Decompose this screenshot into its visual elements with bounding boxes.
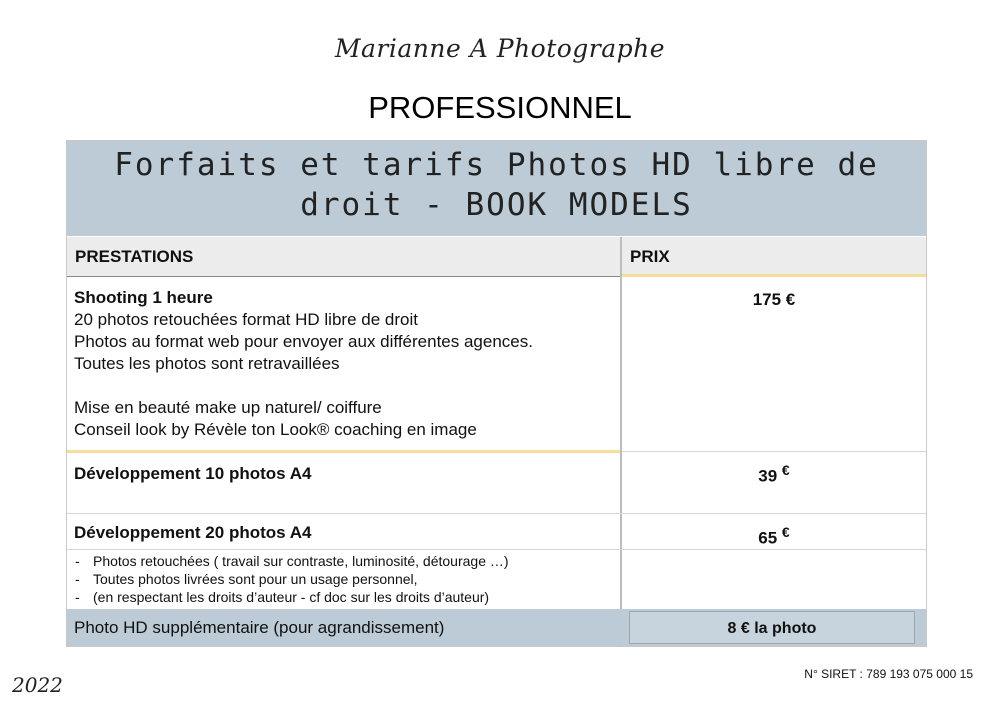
price-shooting: 175 € <box>752 290 796 309</box>
row-shooting <box>74 287 533 441</box>
row-divider <box>67 513 926 514</box>
row-shooting-title: Shooting 1 heure <box>74 288 213 307</box>
table-banner <box>67 141 926 236</box>
year-label: 2022 <box>12 673 63 697</box>
row-dev20-title: Développement 20 photos A4 <box>74 523 312 542</box>
page-heading: PROFESSIONNEL <box>368 90 632 125</box>
notes-list <box>75 552 509 606</box>
header-prestations: PRESTATIONS <box>67 237 620 277</box>
price-dev10 <box>622 462 926 487</box>
note-item: - (en respectant les droits d’auteur - cf doc sur les droits d’auteur) <box>75 588 509 606</box>
extra-photo-label: Photo HD supplémentaire (pour agrandissement) <box>74 618 445 637</box>
price-dev20 <box>622 524 926 549</box>
extra-photo-row <box>67 609 926 646</box>
extra-photo-price: 8 € la photo <box>629 611 915 644</box>
header-prix: PRIX <box>622 237 926 277</box>
row-dev10-title: Développement 10 photos A4 <box>74 464 312 483</box>
row-shooting-line-1: 20 photos retouchées format HD libre de droit <box>74 310 418 329</box>
price-dev10-value: 39 <box>758 466 778 486</box>
price-dev20-value: 65 <box>758 528 778 548</box>
row-divider <box>67 450 620 453</box>
row-divider <box>622 451 926 452</box>
price-dev20-currency: € <box>781 524 790 540</box>
siret-number: N° SIRET : 789 193 075 000 15 <box>804 667 973 681</box>
row-dev20 <box>74 522 311 544</box>
row-dev10 <box>74 463 311 485</box>
brand-name: Marianne A Photographe <box>334 34 666 63</box>
banner-line-1: Forfaits et tarifs Photos HD libre de <box>114 147 879 183</box>
row-shooting-line-5: Conseil look by Révèle ton Look® coaching en image <box>74 420 477 439</box>
row-shooting-line-3: Toutes les photos sont retravaillées <box>74 354 340 373</box>
pricing-table <box>66 140 927 647</box>
row-divider <box>67 549 926 550</box>
price-dev10-currency: € <box>781 462 790 478</box>
banner-line-2: droit - BOOK MODELS <box>300 187 693 223</box>
row-shooting-line-2: Photos au format web pour envoyer aux différentes agences. <box>74 332 533 351</box>
note-item: - Photos retouchées ( travail sur contraste, luminosité, détourage …) <box>75 552 509 570</box>
row-shooting-line-4: Mise en beauté make up naturel/ coiffure <box>74 398 382 417</box>
note-item: - Toutes photos livrées sont pour un usage personnel, <box>75 570 509 588</box>
